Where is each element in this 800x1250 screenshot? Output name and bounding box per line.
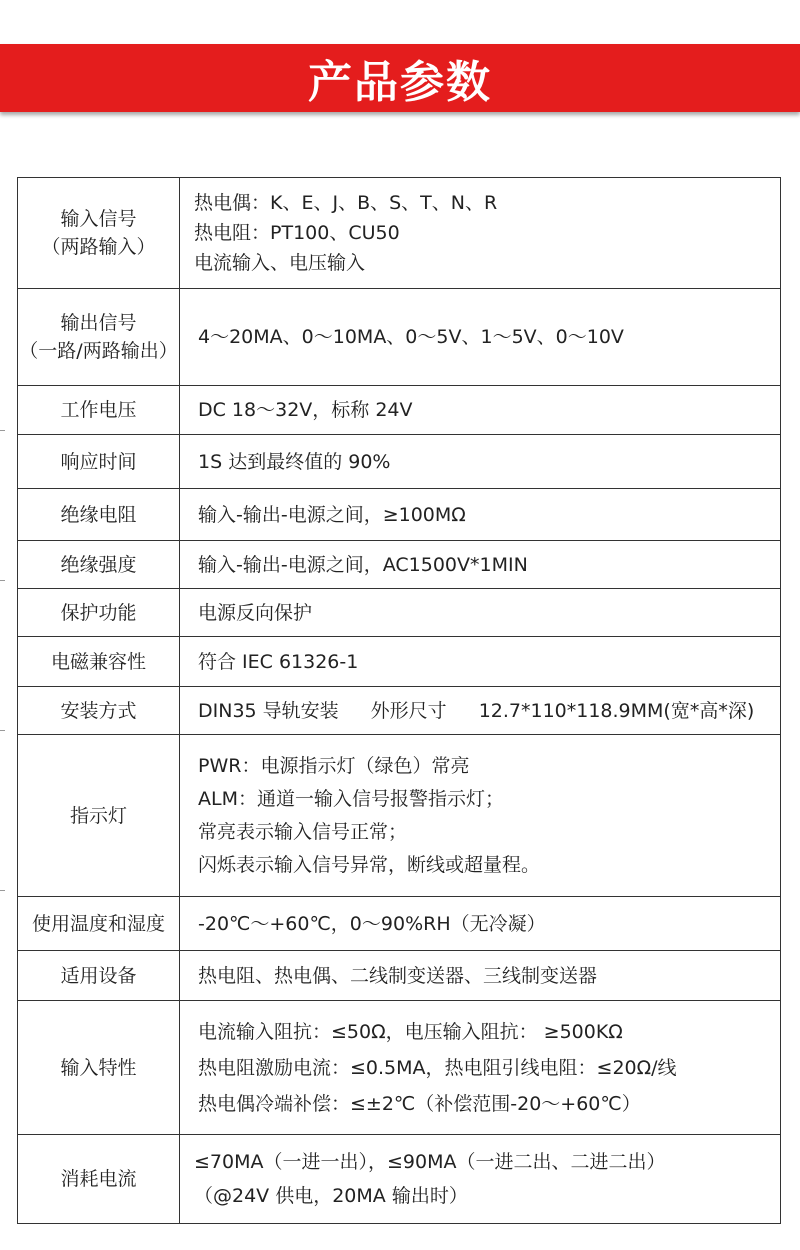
value-line: 电源反向保护 bbox=[198, 601, 313, 624]
value-line: 热电偶冷端补偿：≤±2℃（补偿范围-20～+60℃） bbox=[198, 1092, 641, 1115]
spec-row-emc bbox=[18, 637, 781, 687]
spec-value bbox=[180, 489, 781, 541]
spec-label bbox=[18, 1001, 180, 1135]
spec-label bbox=[18, 289, 180, 386]
spec-label bbox=[18, 951, 180, 1001]
spec-label bbox=[18, 589, 180, 637]
spec-label bbox=[18, 687, 180, 735]
spec-row-supply-voltage bbox=[18, 386, 781, 435]
value-line: 1S 达到最终值的 90% bbox=[198, 450, 391, 473]
spec-label bbox=[18, 735, 180, 897]
spec-row-insulation-resistance bbox=[18, 489, 781, 541]
label-line: 电磁兼容性 bbox=[50, 650, 146, 673]
spec-value bbox=[180, 687, 781, 735]
value-line: 常亮表示输入信号正常； bbox=[198, 820, 408, 843]
edge-marker bbox=[0, 580, 5, 581]
spec-value bbox=[180, 289, 781, 386]
label-line: 输入信号 bbox=[60, 208, 137, 230]
value-line: 热电阻、热电偶、二线制变送器、三线制变送器 bbox=[198, 964, 598, 987]
spec-label bbox=[18, 897, 180, 951]
spec-value bbox=[180, 386, 781, 435]
edge-marker bbox=[0, 890, 5, 891]
spec-value bbox=[180, 637, 781, 687]
label-line: 适用设备 bbox=[60, 964, 137, 987]
label-line: （一路/两路输出） bbox=[19, 340, 178, 362]
label-line: 消耗电流 bbox=[60, 1168, 137, 1190]
value-line: 闪烁表示输入信号异常，断线或超量程。 bbox=[198, 853, 541, 876]
spec-table bbox=[17, 177, 781, 1224]
value-line: -20℃～+60℃，0～90%RH（无冷凝） bbox=[198, 912, 546, 935]
spec-row-input-signal bbox=[18, 178, 781, 289]
spec-label bbox=[18, 178, 180, 289]
spec-value bbox=[180, 435, 781, 489]
value-line: 输入-输出-电源之间，AC1500V*1MIN bbox=[198, 553, 528, 576]
value-line: （@24V 供电，20MA 输出时） bbox=[194, 1185, 468, 1207]
spec-row-input-characteristics bbox=[18, 1001, 781, 1135]
spec-value bbox=[180, 178, 781, 289]
label-line: 绝缘电阻 bbox=[60, 503, 137, 526]
value-line: 热电偶：K、E、J、B、S、T、N、R bbox=[194, 192, 498, 214]
label-line: 工作电压 bbox=[60, 399, 137, 421]
spec-row-applicable-devices bbox=[18, 951, 781, 1001]
mounting-method: DIN35 导轨安装 bbox=[198, 699, 339, 722]
page-title: 产品参数 bbox=[308, 57, 492, 108]
spec-label bbox=[18, 489, 180, 541]
value-line: 输入-输出-电源之间，≥100MΩ bbox=[198, 503, 466, 526]
spec-value bbox=[180, 541, 781, 589]
spec-value bbox=[180, 951, 781, 1001]
spec-value bbox=[180, 735, 781, 897]
label-line: 响应时间 bbox=[60, 450, 137, 473]
spec-row-current-consumption bbox=[18, 1135, 781, 1224]
label-line: （两路输入） bbox=[41, 236, 156, 258]
dimensions-label: 外形尺寸 bbox=[370, 699, 447, 722]
dimensions-value: 12.7*110*118.9MM(宽*高*深) bbox=[478, 699, 755, 722]
spec-value bbox=[180, 897, 781, 951]
value-line: PWR：电源指示灯（绿色）常亮 bbox=[198, 754, 470, 777]
spec-row-mounting bbox=[18, 687, 781, 735]
value-line: 电流输入、电压输入 bbox=[194, 252, 366, 274]
label-line: 指示灯 bbox=[69, 804, 127, 827]
edge-marker bbox=[0, 730, 5, 731]
edge-marker bbox=[0, 430, 5, 431]
value-line: 符合 IEC 61326-1 bbox=[198, 650, 359, 673]
spec-row-output-signal bbox=[18, 289, 781, 386]
label-line: 保护功能 bbox=[60, 601, 137, 624]
title-banner bbox=[0, 44, 800, 112]
spec-label bbox=[18, 386, 180, 435]
spec-row-protection bbox=[18, 589, 781, 637]
label-line: 安装方式 bbox=[60, 699, 137, 722]
spec-label bbox=[18, 637, 180, 687]
value-line: ≤70MA（一进一出），≤90MA（一进二出、二进二出） bbox=[194, 1151, 666, 1173]
spec-row-insulation-strength bbox=[18, 541, 781, 589]
label-line: 输出信号 bbox=[60, 312, 137, 334]
label-line: 输入特性 bbox=[60, 1056, 137, 1079]
value-line: 4～20MA、0～10MA、0～5V、1～5V、0～10V bbox=[198, 326, 624, 348]
spec-value bbox=[180, 1001, 781, 1135]
spec-label bbox=[18, 541, 180, 589]
value-line: 电流输入阻抗：≤50Ω，电压输入阻抗： ≥500KΩ bbox=[198, 1020, 623, 1043]
value-line: DC 18～32V，标称 24V bbox=[198, 399, 413, 421]
spec-label bbox=[18, 435, 180, 489]
spec-value bbox=[180, 589, 781, 637]
value-line: 热电阻激励电流：≤0.5MA，热电阻引线电阻：≤20Ω/线 bbox=[198, 1056, 677, 1079]
spec-value bbox=[180, 1135, 781, 1224]
spec-label bbox=[18, 1135, 180, 1224]
spec-row-temperature-humidity bbox=[18, 897, 781, 951]
label-line: 使用温度和湿度 bbox=[31, 912, 165, 935]
mounting-value-line bbox=[198, 696, 780, 726]
spec-row-response-time bbox=[18, 435, 781, 489]
value-line: ALM：通道一输入信号报警指示灯； bbox=[198, 787, 504, 810]
value-line: 热电阻：PT100、CU50 bbox=[194, 222, 400, 244]
label-line: 绝缘强度 bbox=[60, 553, 137, 576]
spec-row-indicator bbox=[18, 735, 781, 897]
